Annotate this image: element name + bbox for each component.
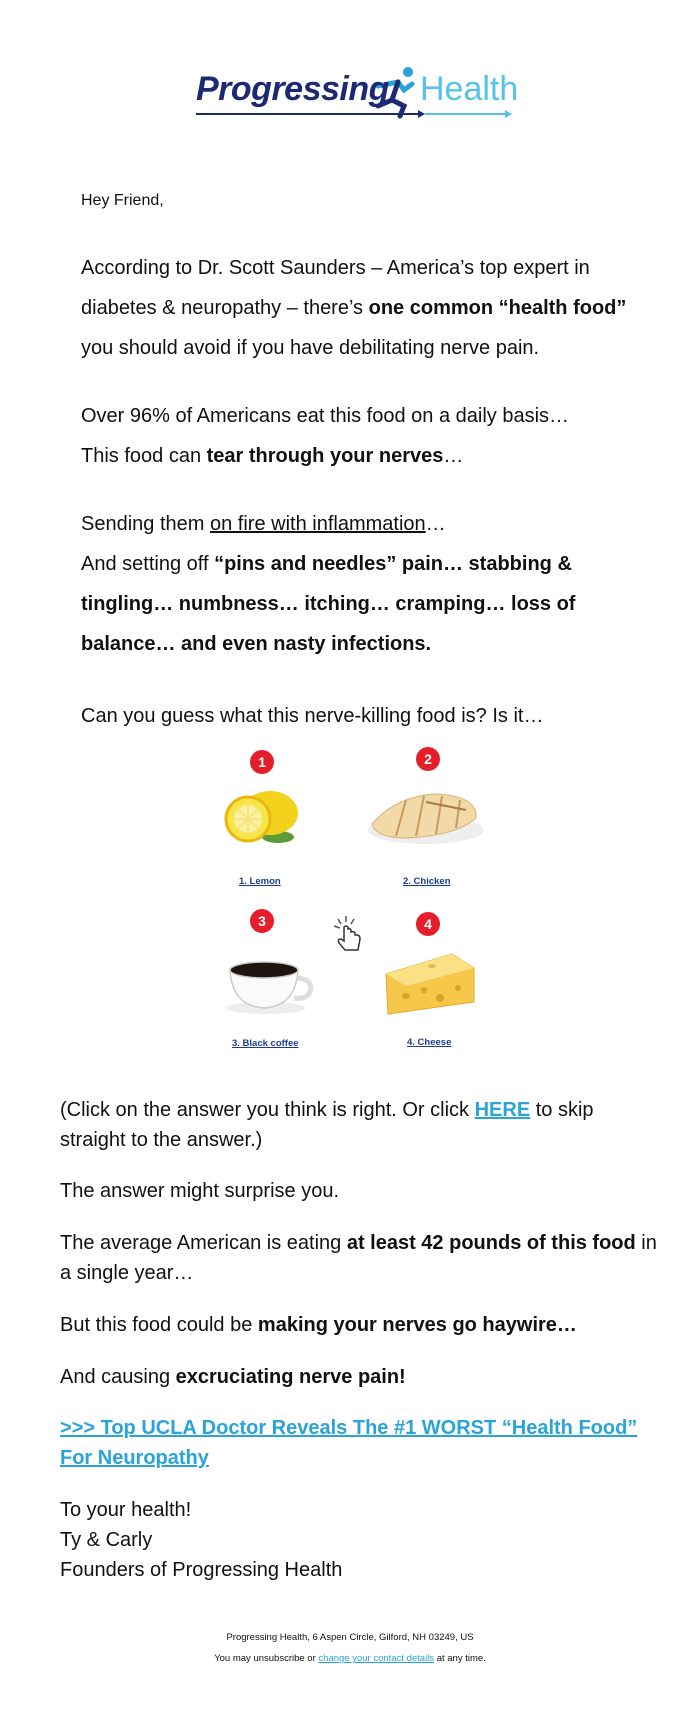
logo-text-health: Health <box>420 70 519 108</box>
tear-ellipsis: … <box>443 445 464 467</box>
cta-paragraph <box>60 1413 660 1473</box>
intro-text-end: you should avoid if you have debilitating nerve pain. <box>81 337 540 359</box>
signoff-line-3: Founders of Progressing Health <box>60 1559 343 1581</box>
tear-bold: tear through your nerves <box>206 445 444 467</box>
causing-bold: excruciating nerve pain! <box>175 1366 406 1388</box>
pointer-hand-icon <box>330 915 364 953</box>
option-3-badge[interactable]: 3 <box>250 909 274 933</box>
average-text-end: in a single year… <box>60 1232 657 1284</box>
haywire-text: But this food could be <box>60 1314 258 1336</box>
haywire-bold: making your nerves go haywire… <box>257 1314 577 1336</box>
option-3-link[interactable]: 3. Black coffee <box>232 1038 299 1049</box>
symptoms-paragraph <box>81 504 641 664</box>
greeting: Hey Friend, <box>81 192 164 209</box>
click-text: (Click on the answer you think is right. Or click <box>60 1099 475 1121</box>
lemon-image[interactable] <box>218 785 308 845</box>
fire-line <box>81 504 641 544</box>
surprise-line: The answer might surprise you. <box>60 1180 340 1202</box>
pins-line <box>81 544 641 664</box>
click-text-end: to skip straight to the answer.) <box>60 1099 594 1151</box>
option-4-badge[interactable]: 4 <box>416 912 440 936</box>
option-2-link[interactable]: 2. Chicken <box>403 876 451 887</box>
average-text: The average American is eating <box>60 1232 347 1254</box>
average-bold: at least 42 pounds of this food <box>346 1232 636 1254</box>
black-coffee-image[interactable] <box>224 956 314 1016</box>
fire-ellipsis: … <box>425 513 446 535</box>
pins-text: And setting off <box>81 553 215 575</box>
intro-text: According to Dr. Scott Saunders – America’s top expert in diabetes & neuropathy – there’s <box>81 257 590 319</box>
cheese-image[interactable] <box>382 950 478 1020</box>
tear-line <box>81 436 641 476</box>
food-quiz <box>0 750 700 1080</box>
footer-text-end: at any time. <box>434 1653 486 1664</box>
question-line: Can you guess what this nerve-killing food is? Is it… <box>81 705 544 727</box>
option-1-link[interactable]: 1. Lemon <box>239 876 281 887</box>
option-1-badge[interactable]: 1 <box>250 750 274 774</box>
progressing-health-logo <box>0 66 700 126</box>
change-contact-link[interactable]: change your contact details <box>318 1653 435 1664</box>
logo-text-progressing: Progressing <box>196 70 389 108</box>
stat-paragraph <box>81 396 641 476</box>
footer-address: Progressing Health, 6 Aspen Circle, Gilford, NH 03249, US <box>226 1632 474 1643</box>
signoff <box>60 1495 660 1585</box>
average-paragraph <box>60 1228 660 1288</box>
chicken-image[interactable] <box>366 788 486 848</box>
signoff-line-1: To your health! <box>60 1499 192 1521</box>
causing-text: And causing <box>60 1366 176 1388</box>
here-link[interactable]: HERE <box>474 1099 531 1121</box>
haywire-line <box>60 1310 660 1340</box>
option-4-link[interactable]: 4. Cheese <box>407 1037 452 1048</box>
signoff-line-2: Ty & Carly <box>60 1529 153 1551</box>
intro-paragraph <box>81 248 641 368</box>
intro-bold: one common “health food” <box>368 297 627 319</box>
click-instructions <box>60 1095 660 1155</box>
footer-text: You may unsubscribe or <box>214 1653 319 1664</box>
tear-text: This food can <box>81 445 207 467</box>
fire-underline: on fire with inflammation <box>209 513 426 535</box>
stat-line: Over 96% of Americans eat this food on a daily basis… <box>81 405 570 427</box>
causing-line <box>60 1362 660 1392</box>
pins-bold: “pins and needles” pain… stabbing & tingling… numbness… itching… cramping… loss of balance… and even nasty infections. <box>81 553 576 655</box>
option-2-badge[interactable]: 2 <box>416 747 440 771</box>
cta-link[interactable]: >>> Top UCLA Doctor Reveals The #1 WORST “Health Food” For Neuropathy <box>60 1417 638 1469</box>
footer-unsubscribe <box>0 1653 700 1664</box>
fire-text: Sending them <box>81 513 210 535</box>
